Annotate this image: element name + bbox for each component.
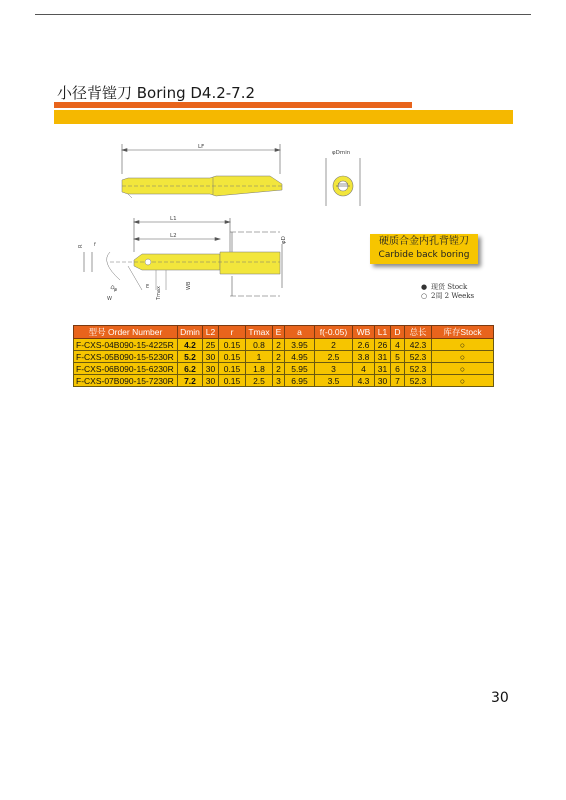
callout-title-en: Carbide back boring bbox=[378, 250, 470, 260]
cell-a: 4.95 bbox=[285, 351, 315, 363]
lf-label: LF bbox=[198, 144, 205, 150]
col-d: D bbox=[391, 326, 405, 339]
cell-e: 3 bbox=[273, 375, 285, 387]
page-number: 30 bbox=[491, 690, 509, 706]
table-row bbox=[74, 363, 494, 375]
col-r: r bbox=[219, 326, 246, 339]
cell-f: 2 bbox=[315, 339, 353, 351]
cell-f: 3.5 bbox=[315, 375, 353, 387]
cell-l1: 26 bbox=[375, 339, 391, 351]
cell-l1: 30 bbox=[375, 375, 391, 387]
cell-a: 3.95 bbox=[285, 339, 315, 351]
cell-dmin: 7.2 bbox=[178, 375, 203, 387]
cell-stock: ○ bbox=[432, 351, 494, 363]
cell-order-number: F-CXS-05B090-15-5230R bbox=[74, 351, 178, 363]
cell-dmin: 5.2 bbox=[178, 351, 203, 363]
cell-r: 0.15 bbox=[219, 339, 246, 351]
dmin-label: φDmin bbox=[332, 150, 351, 156]
cell-a: 6.95 bbox=[285, 375, 315, 387]
cell-e: 2 bbox=[273, 363, 285, 375]
col-order-number: 型号 Order Number bbox=[74, 326, 178, 339]
table-row bbox=[74, 375, 494, 387]
cell-total-length: 52.3 bbox=[405, 375, 432, 387]
cell-wb: 4.3 bbox=[353, 375, 375, 387]
table-header-row bbox=[74, 326, 494, 339]
phi-d-label: φD bbox=[281, 236, 287, 244]
product-callout bbox=[370, 234, 478, 264]
legend-weeks-text: 2周 2 Weeks bbox=[431, 292, 475, 300]
l2-label: L2 bbox=[170, 233, 177, 239]
col-tmax: Tmax bbox=[246, 326, 273, 339]
legend-stock bbox=[421, 283, 474, 292]
col-l2: L2 bbox=[203, 326, 219, 339]
col-stock: 库存Stock bbox=[432, 326, 494, 339]
end-view bbox=[326, 158, 360, 206]
col-l1: L1 bbox=[375, 326, 391, 339]
cell-d: 4 bbox=[391, 339, 405, 351]
d-phi-label: Dφ bbox=[109, 284, 119, 294]
legend-weeks bbox=[421, 292, 474, 301]
cell-wb: 2.6 bbox=[353, 339, 375, 351]
col-a: a bbox=[285, 326, 315, 339]
cell-tmax: 1.8 bbox=[246, 363, 273, 375]
cell-l2: 30 bbox=[203, 351, 219, 363]
cell-tmax: 2.5 bbox=[246, 375, 273, 387]
hollow-circle-icon: ○ bbox=[421, 292, 428, 300]
cell-a: 5.95 bbox=[285, 363, 315, 375]
cell-stock: ○ bbox=[432, 339, 494, 351]
legend-stock-text: 现货 Stock bbox=[431, 283, 468, 291]
tool-drawing bbox=[70, 140, 490, 305]
cell-d: 7 bbox=[391, 375, 405, 387]
cell-wb: 3.8 bbox=[353, 351, 375, 363]
cell-tmax: 0.8 bbox=[246, 339, 273, 351]
cell-dmin: 4.2 bbox=[178, 339, 203, 351]
cell-l2: 25 bbox=[203, 339, 219, 351]
callout-title-cn: 硬质合金内孔背镗刀 bbox=[379, 236, 469, 247]
cell-d: 5 bbox=[391, 351, 405, 363]
cell-wb: 4 bbox=[353, 363, 375, 375]
cell-dmin: 6.2 bbox=[178, 363, 203, 375]
cell-order-number: F-CXS-07B090-15-7230R bbox=[74, 375, 178, 387]
cell-r: 0.15 bbox=[219, 363, 246, 375]
cell-l1: 31 bbox=[375, 351, 391, 363]
spec-table bbox=[73, 325, 494, 387]
cell-order-number: F-CXS-06B090-15-6230R bbox=[74, 363, 178, 375]
cell-stock: ○ bbox=[432, 363, 494, 375]
r-label: R bbox=[78, 244, 84, 248]
cell-l2: 30 bbox=[203, 363, 219, 375]
cell-l1: 31 bbox=[375, 363, 391, 375]
l1-label: L1 bbox=[170, 216, 177, 222]
title-underline-yellow bbox=[54, 110, 513, 124]
e-label: E bbox=[146, 284, 150, 290]
col-f: f(-0.05) bbox=[315, 326, 353, 339]
cell-total-length: 52.3 bbox=[405, 351, 432, 363]
cell-total-length: 52.3 bbox=[405, 363, 432, 375]
cell-order-number: F-CXS-04B090-15-4225R bbox=[74, 339, 178, 351]
w-label: W bbox=[107, 296, 112, 302]
filled-circle-icon: ● bbox=[421, 283, 428, 291]
col-total-length: 总长 bbox=[405, 326, 432, 339]
col-dmin: Dmin bbox=[178, 326, 203, 339]
header-rule bbox=[35, 14, 531, 15]
cell-tmax: 1 bbox=[246, 351, 273, 363]
table-row bbox=[74, 351, 494, 363]
page-title: 小径背镗刀 Boring D4.2-7.2 bbox=[57, 84, 256, 102]
cell-stock: ○ bbox=[432, 375, 494, 387]
wb-label: WB bbox=[186, 281, 192, 290]
tool-detail-view bbox=[107, 252, 280, 290]
tmax-label: Tmax bbox=[156, 286, 162, 300]
cell-r: 0.15 bbox=[219, 351, 246, 363]
f-label: f bbox=[94, 242, 96, 248]
cell-e: 2 bbox=[273, 351, 285, 363]
title-underline-orange bbox=[54, 102, 412, 108]
table-row bbox=[74, 339, 494, 351]
tool-top-view bbox=[122, 176, 282, 198]
col-wb: WB bbox=[353, 326, 375, 339]
stock-legend bbox=[421, 283, 474, 301]
cell-f: 3 bbox=[315, 363, 353, 375]
cell-l2: 30 bbox=[203, 375, 219, 387]
cell-total-length: 42.3 bbox=[405, 339, 432, 351]
cell-d: 6 bbox=[391, 363, 405, 375]
cell-f: 2.5 bbox=[315, 351, 353, 363]
cell-r: 0.15 bbox=[219, 375, 246, 387]
cell-e: 2 bbox=[273, 339, 285, 351]
col-e: E bbox=[273, 326, 285, 339]
